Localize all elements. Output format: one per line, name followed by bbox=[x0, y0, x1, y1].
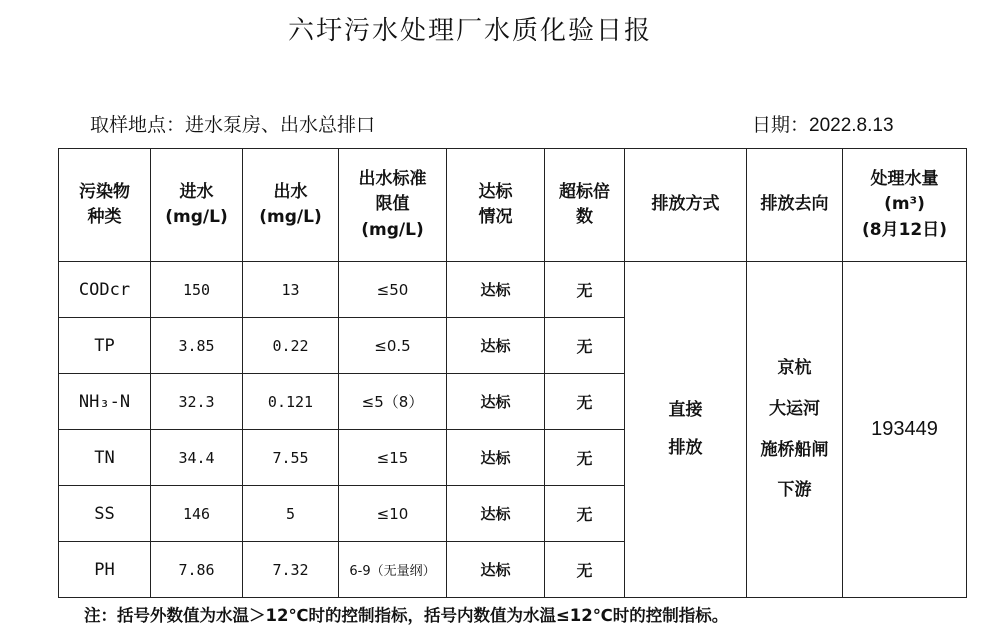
standard-cell: ≤10 bbox=[339, 486, 447, 542]
exceed-cell: 无 bbox=[545, 262, 625, 318]
header-outflow: 出水 (mg/L) bbox=[243, 149, 339, 262]
exceed-cell: 无 bbox=[545, 318, 625, 374]
exceed-cell: 无 bbox=[545, 542, 625, 598]
standard-cell: ≤50 bbox=[339, 262, 447, 318]
inflow-cell: 32.3 bbox=[151, 374, 243, 430]
header-discharge-method: 排放方式 bbox=[625, 149, 747, 262]
standard-cell: 6-9（无量纲） bbox=[339, 542, 447, 598]
inflow-cell: 3.85 bbox=[151, 318, 243, 374]
exceed-cell: 无 bbox=[545, 374, 625, 430]
header-pollutant: 污染物 种类 bbox=[59, 149, 151, 262]
outflow-cell: 13 bbox=[243, 262, 339, 318]
compliance-cell: 达标 bbox=[447, 542, 545, 598]
inflow-cell: 150 bbox=[151, 262, 243, 318]
pollutant-cell: TP bbox=[59, 318, 151, 374]
footnote: 注：括号外数值为水温＞12℃时的控制指标，括号内数值为水温≤12℃时的控制指标。 bbox=[84, 606, 729, 625]
pollutant-cell: TN bbox=[59, 430, 151, 486]
outflow-cell: 0.22 bbox=[243, 318, 339, 374]
pollutant-cell: SS bbox=[59, 486, 151, 542]
sampling-location: 取样地点：进水泵房、出水总排口 bbox=[90, 114, 376, 136]
exceed-cell: 无 bbox=[545, 430, 625, 486]
header-exceed-multiple: 超标倍 数 bbox=[545, 149, 625, 262]
header-discharge-destination: 排放去向 bbox=[747, 149, 843, 262]
outflow-cell: 0.121 bbox=[243, 374, 339, 430]
compliance-cell: 达标 bbox=[447, 486, 545, 542]
header-standard: 出水标准 限值 (mg/L) bbox=[339, 149, 447, 262]
header-row bbox=[59, 149, 967, 262]
treated-volume-cell: 193449 bbox=[843, 262, 967, 598]
standard-cell: ≤5（8） bbox=[339, 374, 447, 430]
outflow-cell: 7.55 bbox=[243, 430, 339, 486]
inflow-cell: 146 bbox=[151, 486, 243, 542]
standard-cell: ≤15 bbox=[339, 430, 447, 486]
discharge-destination-cell: 京杭 大运河 施桥船闸 下游 bbox=[747, 262, 843, 598]
header-inflow: 进水 (mg/L) bbox=[151, 149, 243, 262]
header-compliance: 达标 情况 bbox=[447, 149, 545, 262]
compliance-cell: 达标 bbox=[447, 430, 545, 486]
header-treated-volume: 处理水量 (m³) (8月12日) bbox=[843, 149, 967, 262]
water-quality-table bbox=[58, 148, 967, 598]
compliance-cell: 达标 bbox=[447, 374, 545, 430]
discharge-method-cell: 直接 排放 bbox=[625, 262, 747, 598]
report-date: 日期：2022.8.13 bbox=[752, 115, 894, 136]
outflow-cell: 7.32 bbox=[243, 542, 339, 598]
compliance-cell: 达标 bbox=[447, 318, 545, 374]
pollutant-cell: NH₃-N bbox=[59, 374, 151, 430]
pollutant-cell: PH bbox=[59, 542, 151, 598]
inflow-cell: 7.86 bbox=[151, 542, 243, 598]
compliance-cell: 达标 bbox=[447, 262, 545, 318]
pollutant-cell: CODcr bbox=[59, 262, 151, 318]
outflow-cell: 5 bbox=[243, 486, 339, 542]
inflow-cell: 34.4 bbox=[151, 430, 243, 486]
standard-cell: ≤0.5 bbox=[339, 318, 447, 374]
table-row bbox=[59, 262, 967, 318]
report-title: 六圩污水处理厂水质化验日报 bbox=[287, 16, 652, 46]
exceed-cell: 无 bbox=[545, 486, 625, 542]
